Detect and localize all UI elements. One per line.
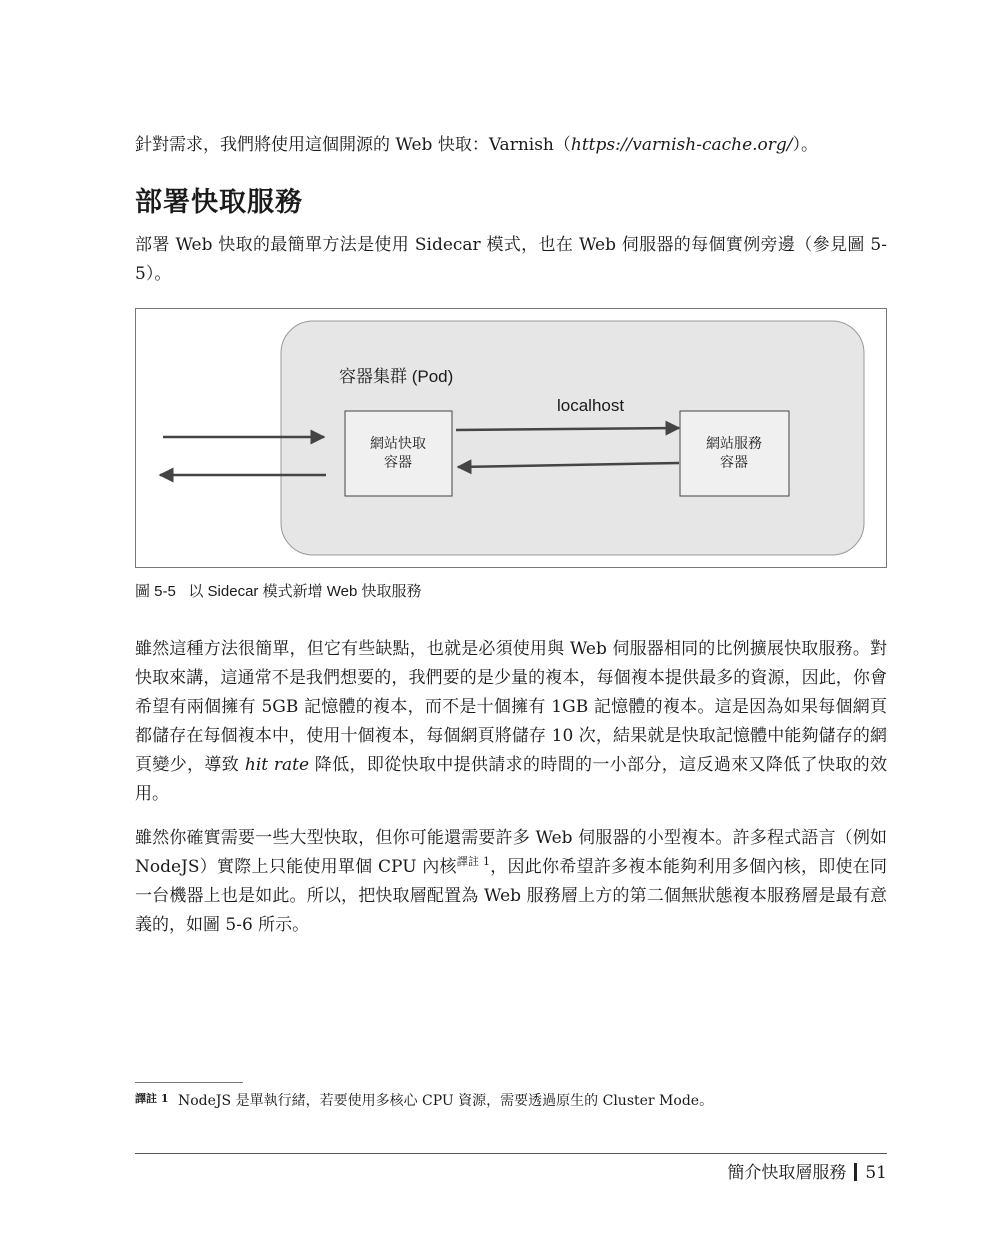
figure-5-5	[135, 308, 887, 568]
sidecar-diagram	[136, 309, 886, 567]
drawbacks-text-end: 降低，即從快取中提供請求的時間的一小部分，這反過來又降低了快取的效用。	[135, 755, 888, 804]
paragraph-replicas	[135, 824, 887, 940]
footnote-mark: 譯註 1	[135, 1092, 169, 1105]
paragraph-drawbacks	[135, 635, 887, 809]
service-box-line2: 容器	[720, 454, 748, 470]
figure-caption	[135, 580, 421, 601]
section-heading: 部署快取服務	[135, 187, 303, 217]
footnote-divider	[135, 1082, 243, 1083]
page-footer	[727, 1158, 887, 1183]
cache-box-line1: 網站快取	[370, 435, 426, 451]
hit-rate-term: hit rate	[244, 755, 310, 775]
intro-text-end: ）。	[792, 135, 819, 155]
drawbacks-text: 雖然這種方法很簡單，但它有些缺點，也就是必須使用與 Web 伺服器相同的比例擴展快取服務。對快取來講，這通常不是我們想要的，我們要的是少量的複本，每個複本提供最多的資源，因此，你會希望有兩個擁有 5GB 記憶體的複本，而不是十個擁有 1GB 記憶體的複本。這是因為如果每個網頁都儲存在每個複本中，使用十個複本，每個網頁將儲存 10 次，結果就是快取記憶體中能夠儲存的網頁變少，導致	[135, 639, 887, 775]
replicas-text-end: ，因此你希望許多複本能夠利用多個內核，即使在同一台機器上也是如此。所以，把快取層配置為 Web 服務層上方的第二個無狀態複本服務層是最有意義的，如圖 5-6 所示。	[135, 857, 888, 935]
pod-label: 容器集群 (Pod)	[339, 367, 454, 386]
page-number: 51	[865, 1163, 887, 1183]
caption-number: 圖 5-5	[135, 583, 176, 600]
cache-box-line2: 容器	[384, 454, 412, 470]
replicas-text: 雖然你確實需要一些大型快取，但你可能還需要許多 Web 伺服器的小型複本。許多程式語言（例如 NodeJS）實際上只能使用單個 CPU 內核	[135, 828, 887, 877]
footer-divider	[135, 1153, 887, 1154]
paragraph-sidecar: 部署 Web 快取的最簡單方法是使用 Sidecar 模式，也在 Web 伺服器的每個實例旁邊（參見圖 5-5）。	[135, 235, 887, 284]
intro-text: 針對需求，我們將使用這個開源的 Web 快取：Varnish（	[135, 135, 571, 155]
caption-text: 以 Sidecar 模式新增 Web 快取服務	[188, 583, 422, 600]
footer-section-title: 簡介快取層服務	[727, 1163, 847, 1182]
localhost-label: localhost	[557, 396, 625, 415]
footnote-text: NodeJS 是單執行緒，若要使用多核心 CPU 資源，需要透過原生的 Cluster Mode。	[178, 1093, 714, 1109]
intro-paragraph	[135, 131, 887, 160]
service-box-line1: 網站服務	[706, 435, 762, 451]
varnish-url-link[interactable]: https://varnish-cache.org/	[570, 135, 793, 155]
footnote-reference[interactable]: 譯註 1	[456, 855, 490, 868]
footer-separator	[854, 1163, 857, 1181]
